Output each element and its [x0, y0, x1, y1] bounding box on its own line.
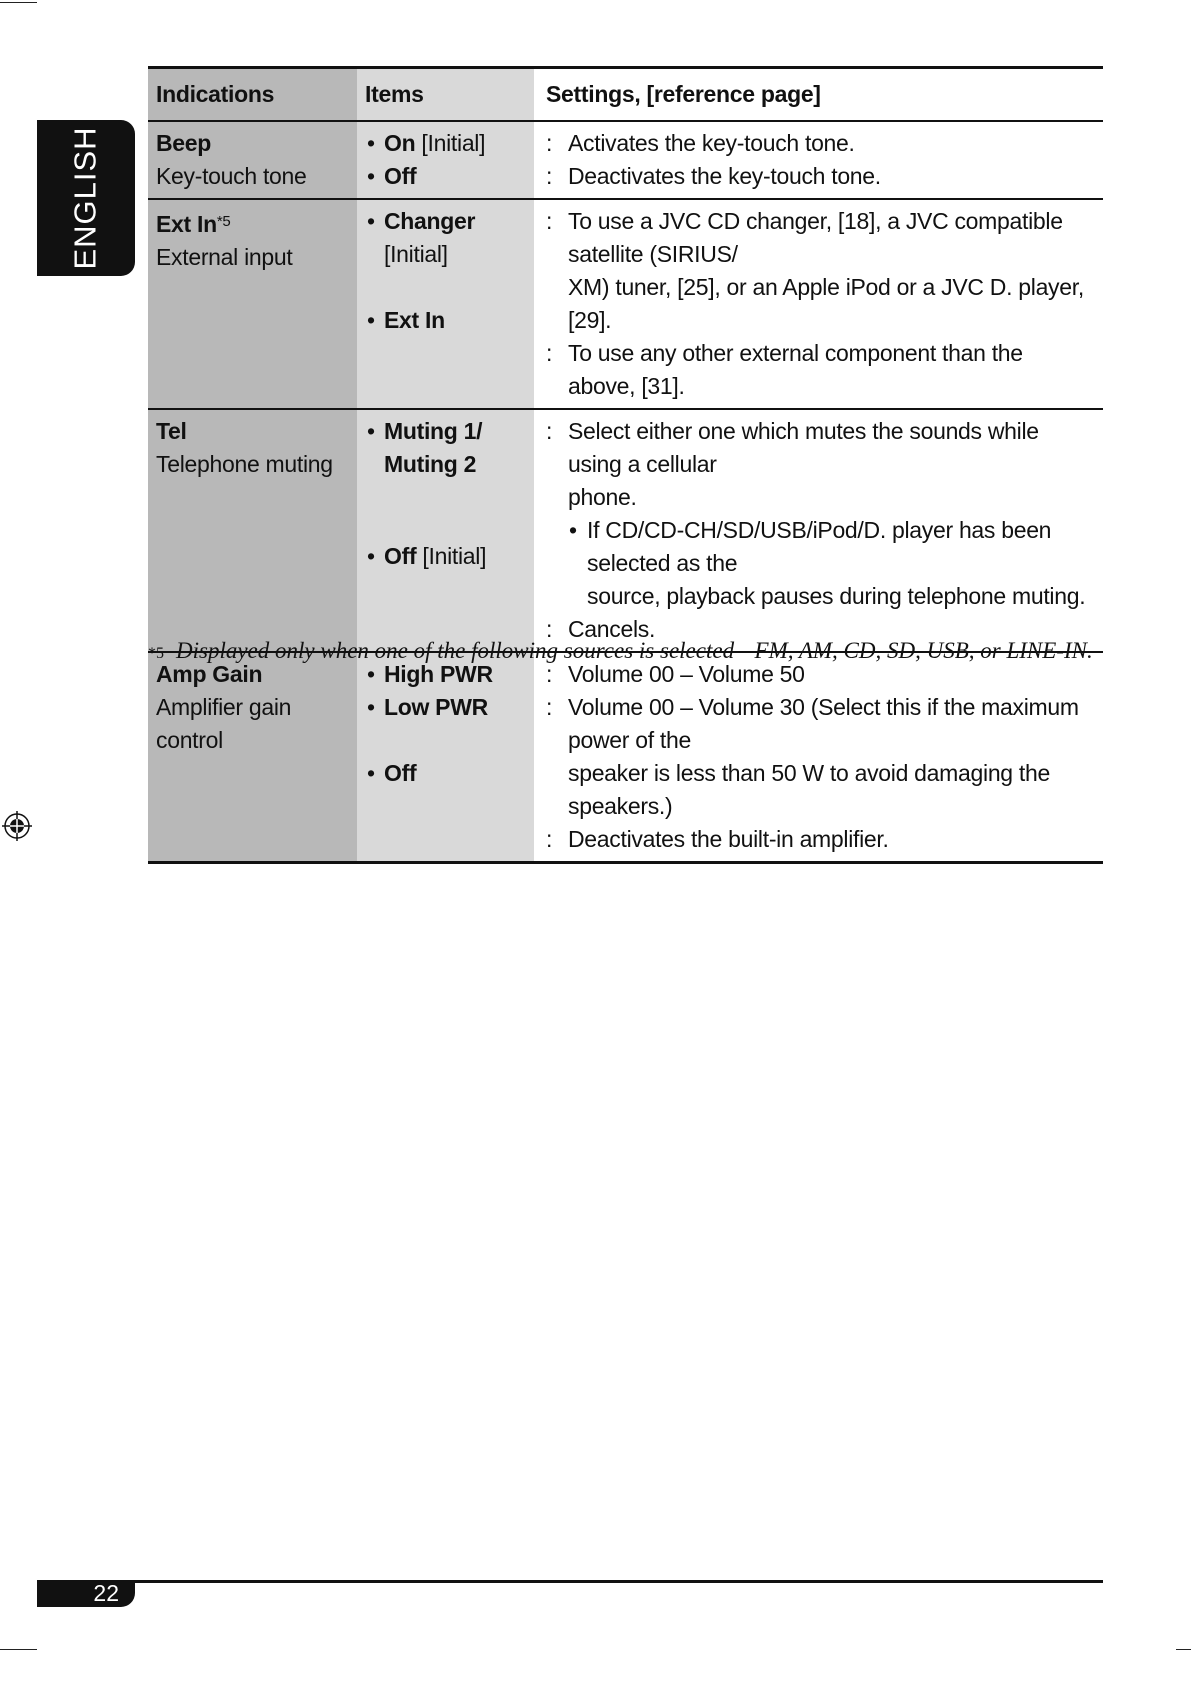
setting-text [542, 205, 1095, 337]
setting-line: If CD/CD-CH/SD/USB/iPod/D. player has been selected as the [587, 517, 1052, 576]
item-option [365, 205, 526, 271]
page-number: 22 [37, 1580, 135, 1607]
items-cell [357, 200, 534, 408]
item-option [365, 757, 526, 790]
crop-mark [1176, 1649, 1191, 1650]
footnote [148, 638, 1108, 664]
setting-line: Select either one which mutes the sounds while using a cellular [568, 418, 1039, 477]
setting-text: : Deactivates the built-in amplifier. [542, 823, 1095, 856]
setting-line: phone. [568, 484, 637, 510]
item-option [365, 127, 526, 160]
item-option [365, 691, 526, 724]
setting-line: XM) tuner, [25], or an Apple iPod or a JVC D. player, [29]. [568, 274, 1084, 333]
item-note: [Initial] [416, 543, 487, 569]
indication-title: Ext In [156, 211, 217, 237]
setting-text: : To use any other external component than the above, [31]. [542, 337, 1095, 403]
indication-subtitle: Key-touch tone [156, 163, 307, 189]
item-key: Low PWR [384, 694, 488, 720]
item-key: Off [384, 760, 417, 786]
footnote-mark: *5 [148, 645, 164, 662]
item-key: Muting 2 [384, 451, 477, 477]
footnote-ref: *5 [216, 213, 231, 230]
header-settings: Settings, [reference page] [534, 69, 1103, 120]
crop-mark [0, 2, 37, 3]
setting-line: source, playback pauses during telephone muting. [587, 583, 1086, 609]
indication-subtitle: External input [156, 244, 293, 270]
item-key: Changer [384, 208, 476, 234]
item-key: Off [384, 543, 417, 569]
indication-subtitle: Telephone muting [156, 451, 333, 477]
items-cell [357, 122, 534, 198]
item-option [365, 304, 526, 337]
settings-cell [534, 410, 1103, 651]
item-key: Ext In [384, 307, 445, 333]
footnote-text: Displayed only when one of the following sources is selected—FM, AM, CD, SD, USB, or LINE-IN. [176, 638, 1093, 663]
indication-cell [148, 122, 357, 198]
item-option [365, 540, 526, 573]
item-note: [Initial] [384, 241, 448, 267]
registration-mark-icon [2, 811, 32, 841]
item-option [365, 415, 526, 481]
spacer [365, 271, 526, 304]
item-key: Off [384, 163, 417, 189]
table-header-row [148, 69, 1103, 122]
items-cell [357, 653, 534, 861]
setting-note [542, 514, 1095, 613]
indication-title: Amp Gain [156, 661, 263, 687]
table-row-ext-in [148, 200, 1103, 410]
setting-text: : Cancels. [542, 613, 1095, 646]
indication-cell [148, 653, 357, 861]
setting-text [542, 415, 1095, 514]
indication-title: Tel [156, 418, 187, 444]
settings-table [148, 66, 1103, 864]
table-row-amp-gain [148, 653, 1103, 861]
setting-text: : Activates the key-touch tone. [542, 127, 1095, 160]
indication-cell [148, 200, 357, 408]
indication-subtitle: Amplifier gain control [156, 694, 292, 753]
settings-cell [534, 200, 1103, 408]
indication-title-line [156, 205, 349, 241]
bottom-rule [37, 1580, 1103, 1583]
items-cell [357, 410, 534, 651]
spacer [365, 481, 526, 540]
setting-line: speaker is less than 50 W to avoid damaging the speakers.) [568, 760, 1050, 819]
setting-line: Volume 00 – Volume 30 (Select this if the maximum power of the [568, 694, 1079, 753]
settings-cell [534, 653, 1103, 861]
setting-text: : Deactivates the key-touch tone. [542, 160, 1095, 193]
settings-cell [534, 122, 1103, 198]
setting-text: : Volume 00 – Volume 50 [542, 658, 1095, 691]
header-items: Items [357, 69, 534, 120]
header-indications: Indications [148, 69, 357, 120]
item-key: Muting 1/ [384, 418, 483, 444]
table-row-tel [148, 410, 1103, 653]
item-option [365, 160, 526, 193]
indication-title: Beep [156, 130, 212, 156]
language-tab [37, 120, 135, 276]
item-key: High PWR [384, 661, 493, 687]
item-note: [Initial] [415, 130, 486, 156]
spacer [365, 724, 526, 757]
setting-text [542, 691, 1095, 823]
table-row-beep [148, 122, 1103, 200]
language-tab-label: ENGLISH [68, 126, 104, 270]
indication-cell [148, 410, 357, 651]
item-key: On [384, 130, 416, 156]
crop-mark [0, 1649, 37, 1650]
setting-line: To use a JVC CD changer, [18], a JVC compatible satellite (SIRIUS/ [568, 208, 1063, 267]
